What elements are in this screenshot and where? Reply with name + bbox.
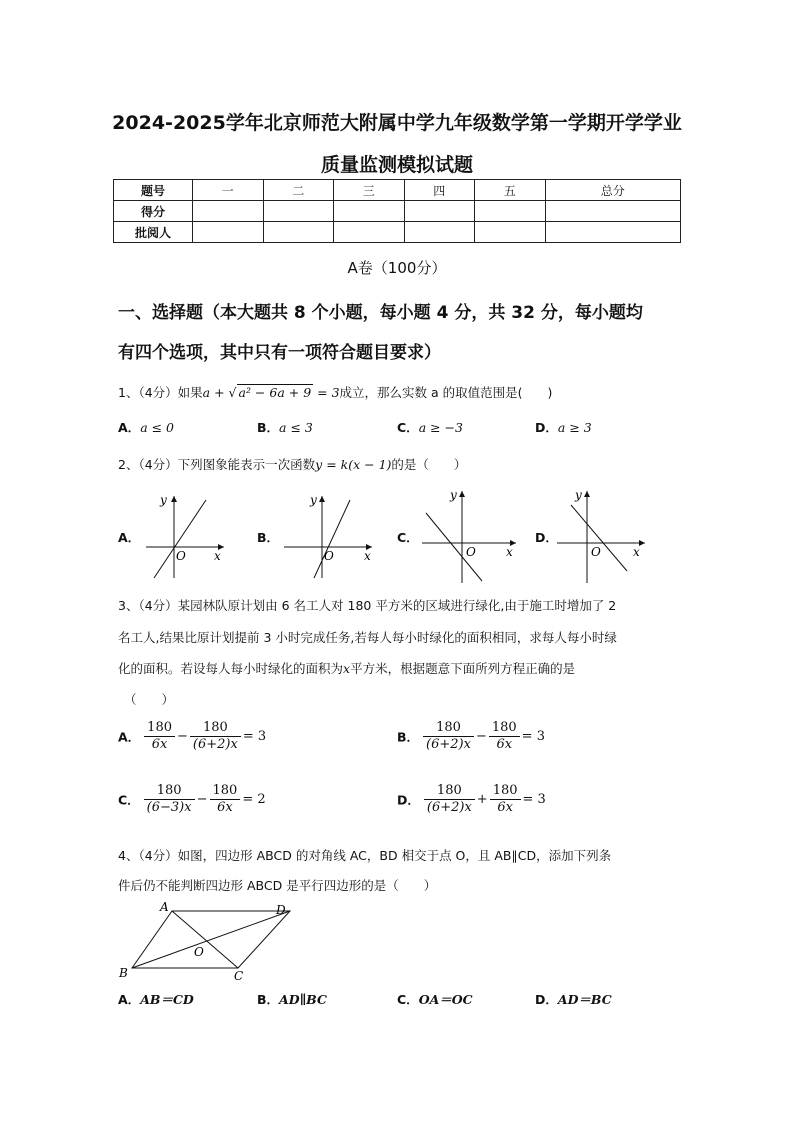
table-cell: 五: [475, 180, 546, 201]
table-cell: [334, 222, 405, 243]
table-cell: [193, 201, 264, 222]
q2-option-c[interactable]: [397, 528, 419, 546]
vertex-label-d: D: [276, 903, 286, 917]
x-label: x: [364, 549, 371, 563]
q4-option-b[interactable]: [257, 990, 327, 1008]
operator: −: [196, 792, 208, 807]
section-heading-line2: 有四个选项，其中只有一项符合题目要求）: [118, 343, 441, 363]
question-2: [118, 455, 466, 473]
option-text: OA＝OC: [418, 992, 473, 1007]
fraction: [424, 783, 475, 816]
numerator: 180: [490, 783, 521, 800]
fraction: [210, 783, 241, 816]
y-axis-arrow: [584, 491, 590, 497]
q1-option-b[interactable]: [257, 418, 313, 436]
option-text: a ≤ 0: [140, 420, 175, 435]
fraction: [144, 783, 195, 816]
score-table: [113, 179, 681, 243]
q4-line1: 4、（4分）如图，四边形 ABCD 的对角线 AC，BD 相交于点 O，且 AB∥CD，添加下列条: [118, 848, 612, 863]
table-cell: 得分: [114, 201, 193, 222]
q2-option-b[interactable]: [257, 528, 279, 546]
origin-label: O: [591, 545, 601, 559]
q3-line3-a: 化的面积。若设每人每小时绿化的面积为: [118, 661, 344, 676]
q1-expr-eq: = 3: [313, 385, 340, 400]
option-text: AB＝CD: [140, 992, 194, 1007]
option-text: AD∥BC: [279, 992, 327, 1007]
question-1: [118, 383, 552, 401]
numerator: 180: [144, 720, 175, 737]
y-label: y: [160, 493, 167, 507]
table-cell: [334, 201, 405, 222]
option-label: C．: [397, 992, 419, 1007]
table-cell: [475, 201, 546, 222]
q1-radicand: a² − 6a + 9: [238, 385, 312, 400]
option-label: D．: [535, 420, 558, 435]
option-text: a ≤ 3: [279, 420, 313, 435]
y-axis-arrow: [319, 496, 325, 502]
option-label: B．: [257, 420, 280, 435]
denominator: 6x: [151, 737, 168, 752]
table-cell: 四: [404, 180, 475, 201]
option-text: a ≥ −3: [418, 420, 463, 435]
option-label: B．: [257, 992, 280, 1007]
vertex-label-c: C: [234, 969, 244, 983]
fraction: [490, 783, 521, 816]
option-label: A．: [118, 992, 141, 1007]
fraction: [144, 720, 175, 753]
option-label: A．: [118, 729, 141, 745]
option-text: AD＝BC: [557, 992, 612, 1007]
exam-title-line2: 质量监测模拟试题: [320, 154, 473, 176]
origin-label: O: [324, 549, 334, 563]
q1-prefix: 1、（4分）如果: [118, 385, 203, 400]
x-label: x: [633, 545, 640, 559]
denominator: (6+2)x: [426, 737, 471, 752]
q2-option-a[interactable]: [118, 528, 140, 546]
function-line: [314, 500, 350, 578]
y-label: y: [575, 488, 582, 502]
table-cell: 一: [193, 180, 264, 201]
q3-variable: x: [343, 661, 351, 676]
function-line: [571, 505, 627, 571]
table-cell: [545, 201, 681, 222]
score-table-reviewer-row: [114, 222, 681, 243]
numerator: 180: [144, 783, 195, 800]
vertex-label-a: A: [160, 900, 169, 914]
graph-d: [555, 485, 650, 585]
q3-line1: 3、（4分）某园林队原计划由 6 名工人对 180 平方米的区域进行绿化,由于施工时增加了 2: [118, 598, 617, 613]
denominator: 6x: [497, 800, 513, 815]
table-cell: [404, 222, 475, 243]
y-axis-arrow: [459, 491, 465, 497]
denominator: (6+2)x: [426, 800, 472, 815]
q1-expr-a: a +: [202, 385, 229, 400]
numerator: 180: [424, 783, 475, 800]
table-cell: [404, 201, 475, 222]
q3-line2: 名工人,结果比原计划提前 3 小时完成任务,若每人每小时绿化的面积相同，求每人每小时绿: [118, 630, 617, 645]
graph-c: [420, 485, 520, 585]
graph-b: [280, 490, 375, 580]
numerator: 180: [489, 720, 520, 737]
option-text: a ≥ 3: [557, 420, 592, 435]
numerator: 180: [423, 720, 474, 737]
fraction: [423, 720, 474, 753]
option-label: D．: [535, 530, 558, 545]
option-label: D．: [535, 992, 558, 1007]
option-label: B．: [397, 729, 420, 745]
volume-title: A卷（100分）: [347, 259, 447, 277]
score-table-score-row: [114, 201, 681, 222]
q4-option-d[interactable]: [535, 990, 612, 1008]
option-label: B．: [257, 530, 280, 545]
y-label: y: [450, 488, 457, 502]
operator: −: [177, 729, 188, 744]
q3-option-a[interactable]: [118, 720, 268, 753]
operator: −: [475, 729, 487, 744]
x-label: x: [506, 545, 513, 559]
q2-formula: y = k(x − 1): [315, 457, 392, 472]
table-cell: 批阅人: [114, 222, 193, 243]
denominator: 6x: [217, 800, 233, 815]
q1-option-c[interactable]: [397, 418, 463, 436]
table-cell: [193, 222, 264, 243]
numerator: 180: [190, 720, 241, 737]
score-table-header-row: [114, 180, 681, 201]
table-cell: 三: [334, 180, 405, 201]
q3-line3: [118, 659, 575, 677]
function-line: [154, 500, 206, 578]
option-label: C．: [397, 420, 419, 435]
diagonal-ac: [172, 911, 238, 968]
table-cell: [263, 222, 334, 243]
graph-a: [140, 490, 230, 580]
q1-option-a[interactable]: [118, 418, 174, 436]
q4-option-a[interactable]: [118, 990, 194, 1008]
table-cell: 二: [263, 180, 334, 201]
q1-suffix: 成立，那么实数 a 的取值范围是( ): [339, 385, 553, 400]
parallelogram-figure: [112, 898, 302, 984]
origin-label: O: [176, 549, 186, 563]
q3-option-c[interactable]: [118, 783, 268, 816]
vertex-label-b: B: [119, 966, 128, 980]
option-label: D．: [397, 792, 420, 808]
q2-prefix: 2、（4分）下列图象能表示一次函数: [118, 457, 316, 472]
exam-title-line1: 2024-2025学年北京师范大附属中学九年级数学第一学期开学学业: [112, 112, 682, 134]
table-cell: [263, 201, 334, 222]
q1-option-d[interactable]: [535, 418, 592, 436]
origin-label: O: [466, 545, 476, 559]
option-label: C．: [397, 530, 419, 545]
table-cell: 总分: [545, 180, 681, 201]
numerator: 180: [210, 783, 241, 800]
right-hand-side: = 3: [522, 792, 546, 807]
sqrt-symbol: √: [228, 385, 237, 400]
option-label: A．: [118, 530, 141, 545]
right-hand-side: = 2: [242, 792, 266, 807]
option-label: A．: [118, 420, 141, 435]
option-label: C．: [118, 792, 140, 808]
q3-option-b[interactable]: [397, 720, 547, 753]
denominator: (6+2)x: [192, 737, 238, 752]
q4-option-c[interactable]: [397, 990, 473, 1008]
q2-suffix: 的是（ ）: [391, 457, 467, 472]
y-axis-arrow: [171, 496, 177, 502]
fraction: [190, 720, 241, 753]
table-cell: [545, 222, 681, 243]
q3-line4: （ ）: [124, 692, 175, 707]
x-axis-arrow: [639, 540, 645, 546]
table-cell: [475, 222, 546, 243]
q3-option-d[interactable]: [397, 783, 548, 816]
denominator: (6−3)x: [146, 800, 192, 815]
section-heading-line1: 一、选择题（本大题共 8 个小题，每小题 4 分，共 32 分，每小题均: [118, 303, 643, 323]
denominator: 6x: [496, 737, 513, 752]
x-label: x: [214, 549, 221, 563]
table-cell: 题号: [114, 180, 193, 201]
right-hand-side: = 3: [521, 729, 545, 744]
operator: +: [476, 792, 488, 807]
q3-line3-b: 平方米，根据题意下面所列方程正确的是: [350, 661, 576, 676]
diagonal-bd: [132, 911, 290, 968]
q4-line2: 件后仍不能判断四边形 ABCD 是平行四边形的是（ ）: [118, 878, 437, 893]
fraction: [489, 720, 520, 753]
intersection-label-o: O: [194, 945, 204, 959]
y-label: y: [310, 493, 317, 507]
right-hand-side: = 3: [242, 729, 267, 744]
